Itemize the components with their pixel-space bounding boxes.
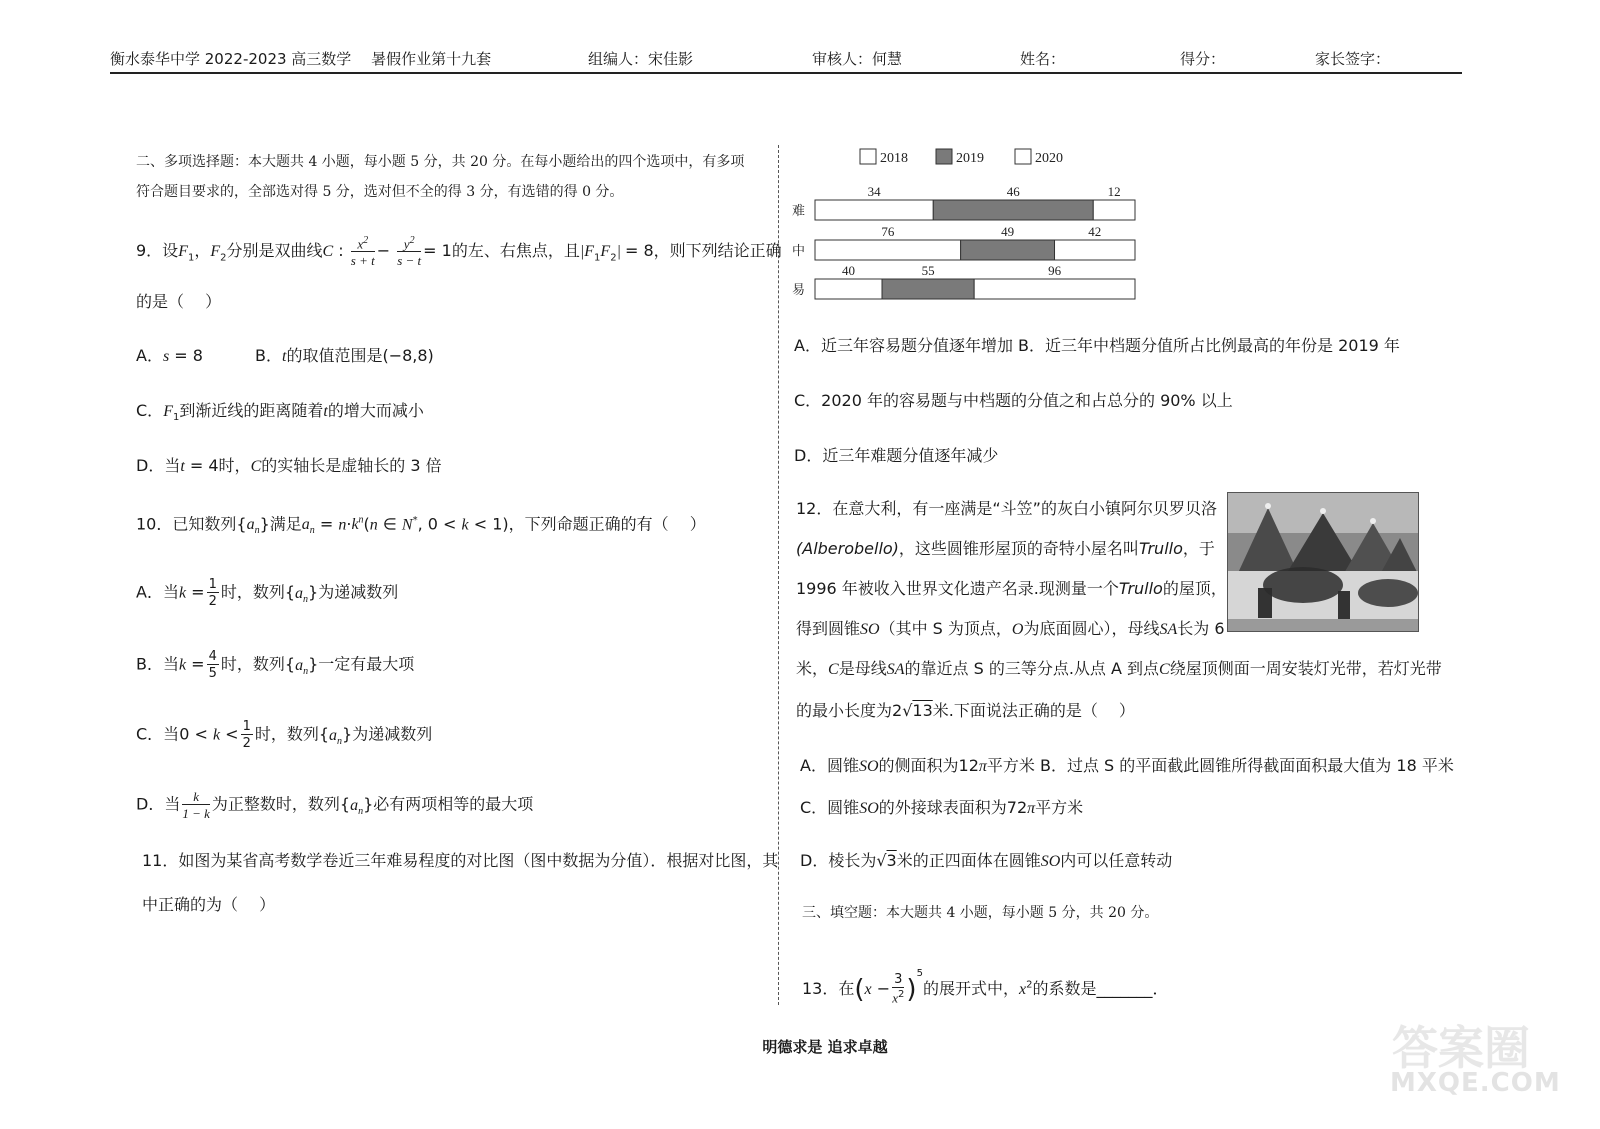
q10-option-a: A．当k = $\frac{1}{2}$ 时，数列$\{a_n\}$为递减数列 xyxy=(136,577,399,609)
q9-option-d: D．当t = 4时，C的实轴长是虚轴长的 3 倍 xyxy=(136,456,442,475)
name-field: 姓名： xyxy=(1020,50,1066,68)
value-label-2020-0: 12 xyxy=(1107,184,1121,199)
bar-2020-0 xyxy=(1093,200,1135,220)
trullo-houses-photo xyxy=(1227,492,1419,632)
checker-field: 审核人：何慧 xyxy=(812,50,903,68)
bar-2018-0 xyxy=(815,200,933,220)
q11-option-ab: A．近三年容易题分值逐年增加 B．近三年中档题分值所占比例最高的年份是 2019 年 xyxy=(794,336,1400,355)
footer-motto: 明德求是 追求卓越 xyxy=(762,1038,888,1056)
value-label-2018-0: 34 xyxy=(867,184,881,199)
score-field: 得分： xyxy=(1180,50,1226,68)
q10-option-b: B．当k = $\frac{4}{5}$ 时，数列$\{a_n\}$一定有最大项 xyxy=(136,649,415,681)
q13-stem: 13．在(x − $\frac{3}{x^2}$ )$^5$的展开式中，$x^2$的系数是_______． xyxy=(802,968,1169,1006)
section2-title-line1: 二、多项选择题：本大题共 4 小题，每小题 5 分，共 20 分。在每小题给出的四个选项中，有多项 xyxy=(136,154,745,170)
q9-stem-line2: 的是（ ） xyxy=(136,292,222,311)
q11-stem-line1: 11．如图为某省高考数学卷近三年难易程度的对比图（图中数据为分值）．根据对比图，其 xyxy=(142,851,779,870)
watermark-logo xyxy=(1390,1012,1590,1122)
watermark-url-text: MXQE.COM xyxy=(1390,1068,1561,1098)
bar-2018-1 xyxy=(815,240,961,260)
legend-swatch-2018 xyxy=(860,149,876,164)
value-label-2019-2: 55 xyxy=(921,263,935,278)
q10-option-d: D．当 $\frac{k}{1 - k}$ 为正整数时，数列$\{a_n\}$必有两项相等的最大项 xyxy=(136,789,534,821)
bar-2019-1 xyxy=(961,240,1055,260)
q12-line1: 12．在意大利，有一座满是“斗笠”的灰白小镇阿尔贝罗贝洛 xyxy=(796,499,1217,518)
section3-title: 三、填空题：本大题共 4 小题，每小题 5 分，共 20 分。 xyxy=(802,905,1159,921)
bar-2019-2 xyxy=(882,279,974,299)
legend-swatch-2019 xyxy=(936,149,952,164)
q11-stem-line2: 中正确的为（ ） xyxy=(142,895,276,914)
q10-option-c: C．当0 < k < $\frac{1}{2}$ 时，数列$\{a_n\}$为递减数列 xyxy=(136,719,433,751)
category-label-1: 中 xyxy=(792,244,806,259)
q12-line4: 得到圆锥SO（其中 S 为顶点，O为底面圆心），母线SA长为 6 xyxy=(796,619,1225,638)
q12-option-ab: A．圆锥SO的侧面积为12π平方米 B．过点 S 的平面截此圆锥所得截面面积最大值为 18 平米 xyxy=(800,756,1454,775)
difficulty-comparison-chart xyxy=(788,146,1158,320)
section2-title-line2: 符合题目要求的，全部选对得 5 分，选对但不全的得 3 分，有选错的得 0 分。 xyxy=(136,184,624,200)
q10-stem: 10．已知数列$\{a_n\}$满足$a_n = n\cdot k^n(n$ ∈ N*, 0 < k < 1)，下列命题正确的有（ ） xyxy=(136,514,706,537)
legend-label-2020: 2020 xyxy=(1035,151,1063,166)
bar-2018-2 xyxy=(815,279,882,299)
value-label-2019-1: 49 xyxy=(1001,224,1015,239)
bar-2020-1 xyxy=(1055,240,1135,260)
category-label-0: 难 xyxy=(792,204,806,219)
value-label-2019-0: 46 xyxy=(1006,184,1020,199)
column-divider xyxy=(778,145,779,1005)
school-title: 衡水泰华中学 2022-2023 高三数学 暑假作业第十九套 xyxy=(110,50,492,68)
value-label-2020-1: 42 xyxy=(1088,224,1102,239)
q12-line6: 的最小长度为2√13米.下面说法正确的是（ ） xyxy=(796,701,1135,720)
stacked-bar-chart xyxy=(788,146,1158,316)
category-label-2: 易 xyxy=(792,283,806,298)
bar-2020-2 xyxy=(974,279,1135,299)
q12-line3: 1996 年被收入世界文化遗产名录.现测量一个Trullo的屋顶， xyxy=(796,579,1227,598)
watermark-main-text: 答案圈 xyxy=(1392,1021,1530,1075)
value-label-2018-1: 76 xyxy=(881,224,895,239)
legend-label-2018: 2018 xyxy=(880,151,908,166)
q11-option-c: C．2020 年的容易题与中档题的分值之和占总分的 90% 以上 xyxy=(794,391,1233,410)
q12-option-c: C．圆锥SO的外接球表面积为72π平方米 xyxy=(800,798,1084,817)
q11-option-d: D．近三年难题分值逐年减少 xyxy=(794,446,999,465)
q12-option-d: D．棱长为√3米的正四面体在圆锥SO内可以任意转动 xyxy=(800,851,1173,870)
q9-stem: 9．设$F_1$，$F_2$分别是双曲线C : $\frac{x^2}{s + t}$ − $\frac{y^2}{s - t}$ = 1的左、右焦点，且$|F_1F_2| = 8$，则下列结论正确 xyxy=(136,235,782,269)
q9-option-a: A．s = 8 xyxy=(136,346,203,365)
parent-sign-field: 家长签字： xyxy=(1315,50,1391,68)
legend-label-2019: 2019 xyxy=(956,151,984,166)
q9-option-c: C．$F_1$到渐近线的距离随着t的增大而减小 xyxy=(136,401,424,424)
q12-line5: 米，C是母线SA的靠近点 S 的三等分点.从点 A 到点C绕屋顶侧面一周安装灯光带，若灯光带 xyxy=(796,659,1442,678)
page-header xyxy=(110,44,1462,74)
value-label-2018-2: 40 xyxy=(842,263,856,278)
legend-swatch-2020 xyxy=(1015,149,1031,164)
q12-line2: (Alberobello)，这些圆锥形屋顶的奇特小屋名叫Trullo，于 xyxy=(796,539,1215,558)
value-label-2020-2: 96 xyxy=(1048,263,1062,278)
q9-option-b: B．t的取值范围是(−8,8) xyxy=(255,346,434,365)
bar-2019-0 xyxy=(933,200,1093,220)
setter-field: 组编人：宋佳影 xyxy=(588,50,694,68)
